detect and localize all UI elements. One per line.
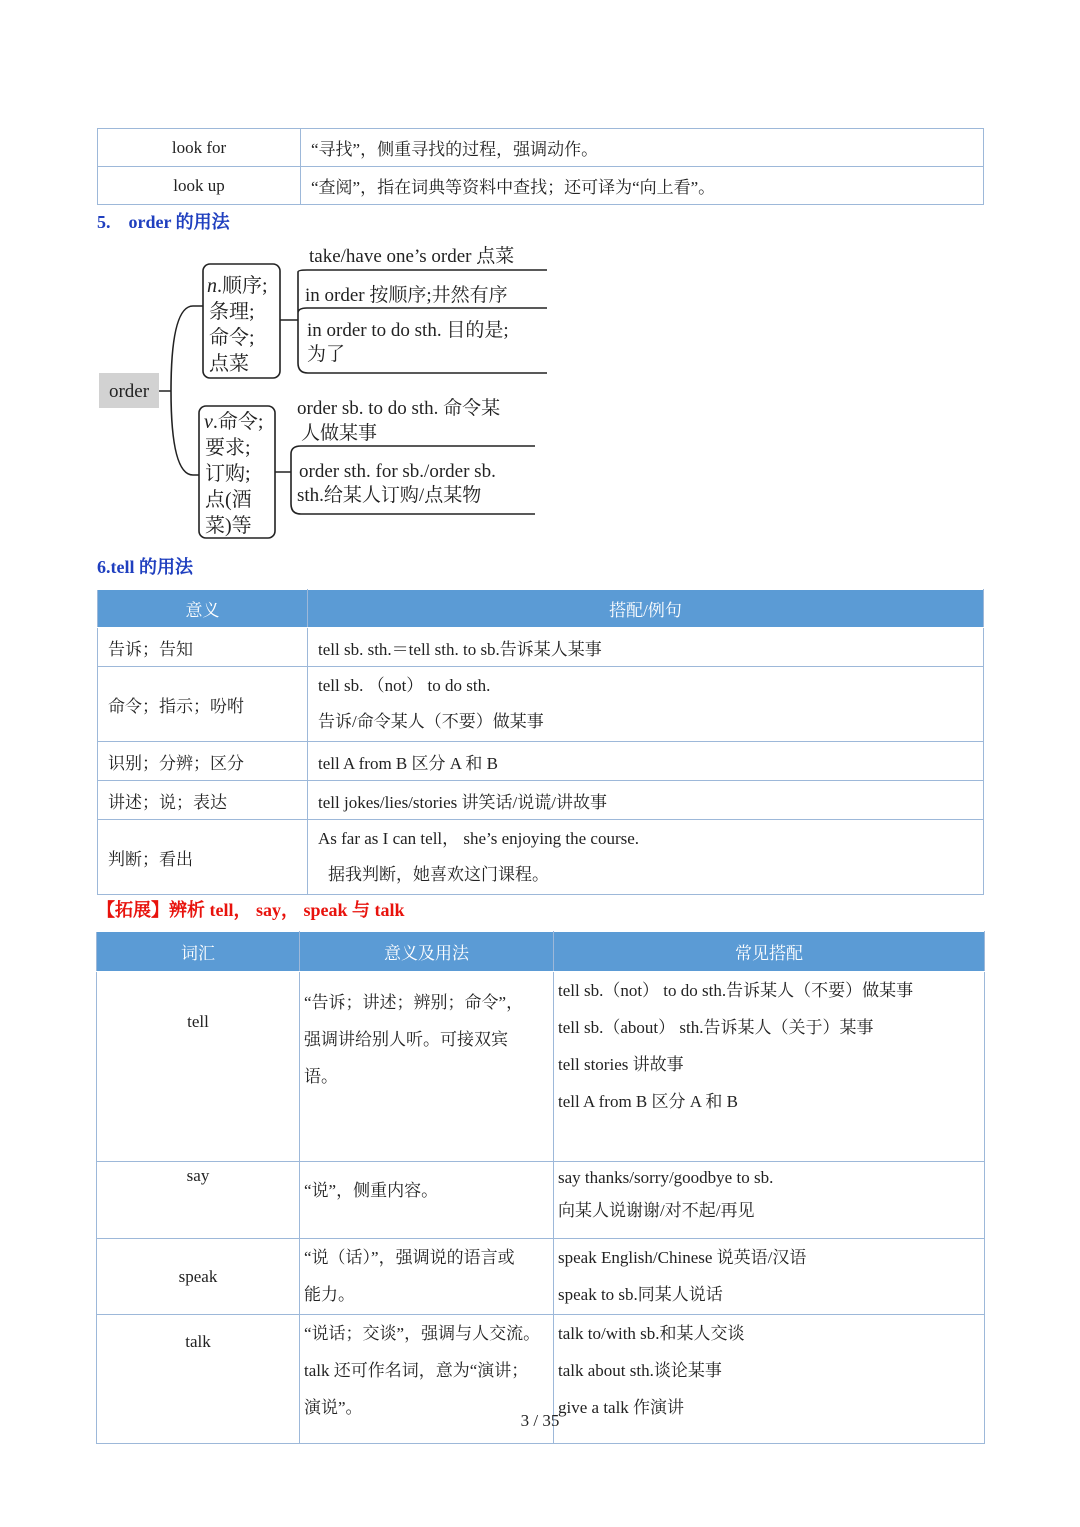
verb-line: .命令;: [212, 411, 264, 433]
meaning-line: “说（话）”，强调说的语言或: [304, 1248, 515, 1267]
collocation-line: tell A from B 区分 A 和 B: [558, 1092, 738, 1111]
section-title: order 的用法: [128, 212, 230, 232]
collocation-line: give a talk 作演讲: [558, 1398, 685, 1417]
collocation-line: tell sb.（about） sth.告诉某人（关于）某事: [558, 1018, 874, 1037]
usage-cell: tell sb. sth.＝tell sth. to sb.告诉某人某事: [308, 628, 984, 667]
table-row: [98, 820, 984, 895]
noun-line: 点菜: [209, 353, 249, 375]
collocation-line: talk to/with sb.和某人交谈: [558, 1324, 745, 1343]
verb-line: 点(酒: [205, 489, 252, 511]
collocation-line: tell sb.（not） to do sth.告诉某人（不要）做某事: [558, 981, 914, 1000]
page-number: 3 / 35: [520, 1411, 560, 1430]
collocation-cell: [554, 1162, 985, 1239]
section-heading-order: [97, 208, 230, 234]
table-row: [97, 1239, 985, 1315]
usage-cell: tell A from B 区分 A 和 B: [308, 742, 984, 781]
table-row: [98, 167, 984, 205]
section-heading-tell: 6.tell 的用法: [97, 557, 193, 577]
meaning-cell: [300, 972, 554, 1162]
collocation-line: tell stories 讲故事: [558, 1055, 684, 1074]
verb-item: order sth. for sb./order sb.: [299, 461, 496, 482]
extension-heading: 【拓展】辨析 tell， say， speak 与 talk: [97, 900, 405, 920]
collocation-cell: [554, 1239, 985, 1315]
meaning-line: “说”，侧重内容。: [304, 1181, 439, 1200]
verb-line: 订购;: [205, 463, 251, 485]
branch-connector: [159, 306, 203, 475]
collocation-line: talk about sth.谈论某事: [558, 1361, 722, 1380]
noun-label: n.顺序;: [207, 275, 268, 297]
column-header: 常见搭配: [554, 932, 985, 972]
word-cell: talk: [97, 1315, 300, 1444]
section-number: 5.: [97, 212, 111, 232]
table-row: [97, 972, 985, 1162]
table-header-row: [98, 590, 984, 628]
noun-item: 为了: [307, 344, 346, 365]
noun-line: 条理;: [209, 301, 255, 323]
root-node: order: [108, 381, 150, 402]
table-row: [98, 667, 984, 742]
noun-item: take/have one’s order 点菜: [309, 246, 515, 267]
meaning-cell: [300, 1239, 554, 1315]
column-header: 意义: [98, 590, 308, 628]
table-row: [98, 742, 984, 781]
collocation-cell: [554, 972, 985, 1162]
column-header: 意义及用法: [300, 932, 554, 972]
meaning-cell: “查阅”，指在词典等资料中查找；还可译为“向上看”。: [301, 167, 984, 205]
usage-cell: [308, 820, 984, 895]
noun-line: 命令;: [209, 327, 255, 349]
meaning-cell: [300, 1162, 554, 1239]
collocation-line: speak to sb.同某人说话: [558, 1285, 723, 1304]
phrase-cell: look for: [98, 129, 301, 167]
meaning-cell: 告诉；告知: [98, 628, 308, 667]
table-header-row: [97, 932, 985, 972]
usage-cell: tell jokes/lies/stories 讲笑话/说谎/讲故事: [308, 781, 984, 820]
collocation-line: 向某人说谢谢/对不起/再见: [558, 1201, 755, 1220]
verb-item: order sb. to do sth. 命令某: [297, 398, 501, 419]
meaning-line: 能力。: [304, 1285, 355, 1304]
column-header: 词汇: [97, 932, 300, 972]
collocation-line: speak English/Chinese 说英语/汉语: [558, 1248, 807, 1267]
meaning-cell: 识别；分辨；区分: [98, 742, 308, 781]
noun-item: in order to do sth. 目的是;: [307, 320, 509, 341]
meaning-cell: 判断；看出: [98, 820, 308, 895]
noun-line: .顺序;: [217, 275, 268, 297]
table-row: [98, 781, 984, 820]
table-row: [98, 129, 984, 167]
verb-item: 人做某事: [301, 423, 378, 444]
verb-line: 要求;: [205, 437, 251, 459]
compare-table: [96, 931, 985, 1444]
usage-cell: [308, 667, 984, 742]
table-row: [98, 628, 984, 667]
phrase-table: [97, 128, 984, 205]
collocation-line: say thanks/sorry/goodbye to sb.: [558, 1168, 774, 1187]
word-cell: speak: [97, 1239, 300, 1315]
phrase-cell: look up: [98, 167, 301, 205]
order-mind-map: [95, 240, 555, 545]
verb-item: sth.给某人订购/点某物: [297, 485, 482, 506]
verb-label: v.命令;: [204, 411, 264, 433]
column-header: 搭配/例句: [308, 590, 984, 628]
tell-usage-table: [97, 589, 984, 895]
word-cell: tell: [97, 972, 300, 1162]
usage-line: 告诉/命令某人（不要）做某事: [318, 712, 544, 731]
meaning-line: “说话；交谈”，强调与人交流。: [304, 1324, 541, 1343]
usage-line: tell sb. （not） to do sth.: [318, 676, 491, 695]
meaning-line: “告诉；讲述；辨别；命令”，: [304, 993, 524, 1012]
meaning-line: talk 还可作名词，意为“演讲；: [304, 1361, 529, 1380]
usage-line: As far as I can tell， she’s enjoying the course.: [318, 829, 640, 848]
meaning-cell: “寻找”，侧重寻找的过程，强调动作。: [301, 129, 984, 167]
verb-line: 菜)等: [205, 515, 252, 537]
noun-item: in order 按顺序;井然有序: [305, 285, 508, 306]
meaning-line: 语。: [304, 1067, 338, 1086]
usage-line: 据我判断，她喜欢这门课程。: [328, 865, 549, 884]
meaning-cell: 讲述；说；表达: [98, 781, 308, 820]
meaning-cell: 命令；指示；吩咐: [98, 667, 308, 742]
table-row: [97, 1162, 985, 1239]
meaning-line: 演说”。: [304, 1398, 363, 1417]
word-cell: say: [97, 1162, 300, 1239]
meaning-line: 强调讲给别人听。可接双宾: [304, 1030, 508, 1049]
